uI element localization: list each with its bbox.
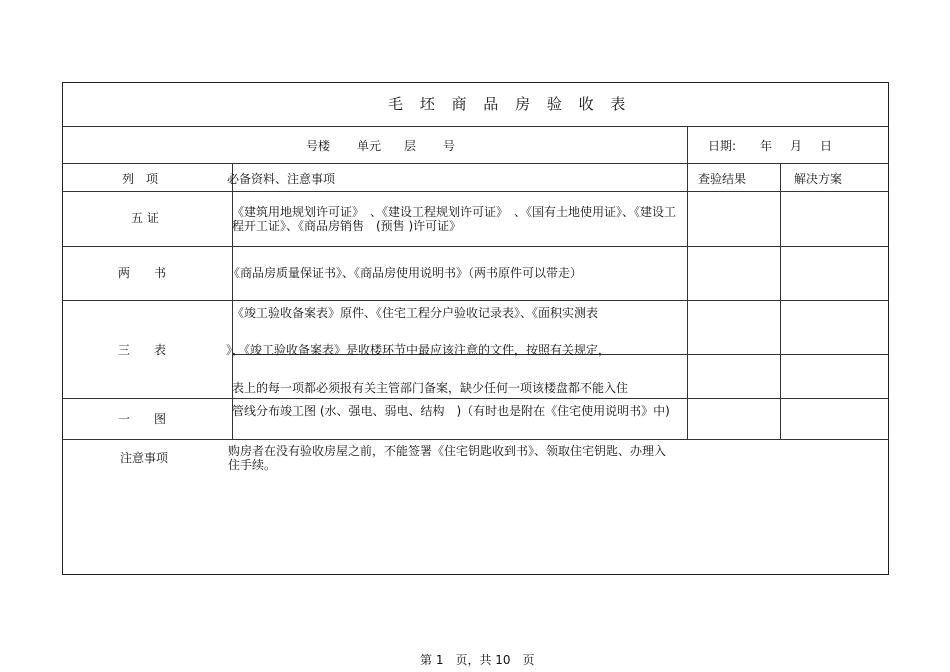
row-text-five-certificates: 《建筑用地规划许可证》 、《建设工程规划许可证》 、《国有土地使用证》、《建设工程开工证》、《商品房销售 (预售 )许可证》 xyxy=(232,205,677,233)
rule-under-row-3 xyxy=(62,398,889,399)
rule-under-title xyxy=(62,126,889,127)
form-frame xyxy=(62,82,889,575)
col-rule-solution xyxy=(780,163,781,439)
row-text-three-tables-3: 表上的每一项都必须报有关主管部门备案，缺少任何一项该楼盘都不能入住 xyxy=(232,381,629,395)
page-title: 毛 坯 商 品 房 验 收 表 xyxy=(388,95,632,113)
row-label-three-tables: 三 表 xyxy=(118,343,167,357)
year-label: 年 xyxy=(760,139,773,153)
row-text-two-books: 《商品房质量保证书》、《商品房使用说明书》（两书原件可以带走） xyxy=(228,266,583,280)
date-label: 日期: xyxy=(708,139,737,153)
number-label: 号 xyxy=(443,139,456,153)
rule-under-subheader xyxy=(62,163,889,164)
col-header-item: 列 项 xyxy=(122,172,159,186)
month-label: 月 xyxy=(790,139,803,153)
rule-under-row-4 xyxy=(62,439,889,440)
rule-under-row-2 xyxy=(62,300,889,301)
row-label-five-certificates: 五 证 xyxy=(131,211,159,225)
day-label: 日 xyxy=(820,139,833,153)
row-text-three-tables-2: 》，《竣工验收备案表》是收楼环节中最应该注意的文件，按照有关规定， xyxy=(226,343,611,357)
col-header-materials: 必备资料、注意事项 xyxy=(227,172,336,186)
building-label: 号楼 xyxy=(306,139,331,153)
row-text-one-drawing: 管线分布竣工图 (水、强电、弱电、结构 )（有时也是附在《住宅使用说明书》中) xyxy=(232,404,670,418)
unit-label: 单元 xyxy=(357,139,382,153)
col-rule-result xyxy=(687,126,688,439)
row-label-one-drawing: 一 图 xyxy=(118,412,167,426)
row-text-three-tables-1: 《竣工验收备案表》原件、《住宅工程分户验收记录表》、《面积实测表 xyxy=(232,306,599,320)
rule-under-columns xyxy=(62,191,889,192)
col-header-solution: 解决方案 xyxy=(794,172,843,186)
rule-under-row-1 xyxy=(62,246,889,247)
notes-text: 购房者在没有验收房屋之前，不能签署《住宅钥匙收到书》、领取住宅钥匙、办理入住手续。 xyxy=(228,444,667,472)
col-header-result: 查验结果 xyxy=(698,172,747,186)
row-label-two-books: 两 书 xyxy=(118,266,167,280)
page-footer: 第 1 页，共 10 页 xyxy=(420,653,535,667)
notes-label: 注意事项 xyxy=(120,451,169,465)
floor-label: 层 xyxy=(404,139,417,153)
